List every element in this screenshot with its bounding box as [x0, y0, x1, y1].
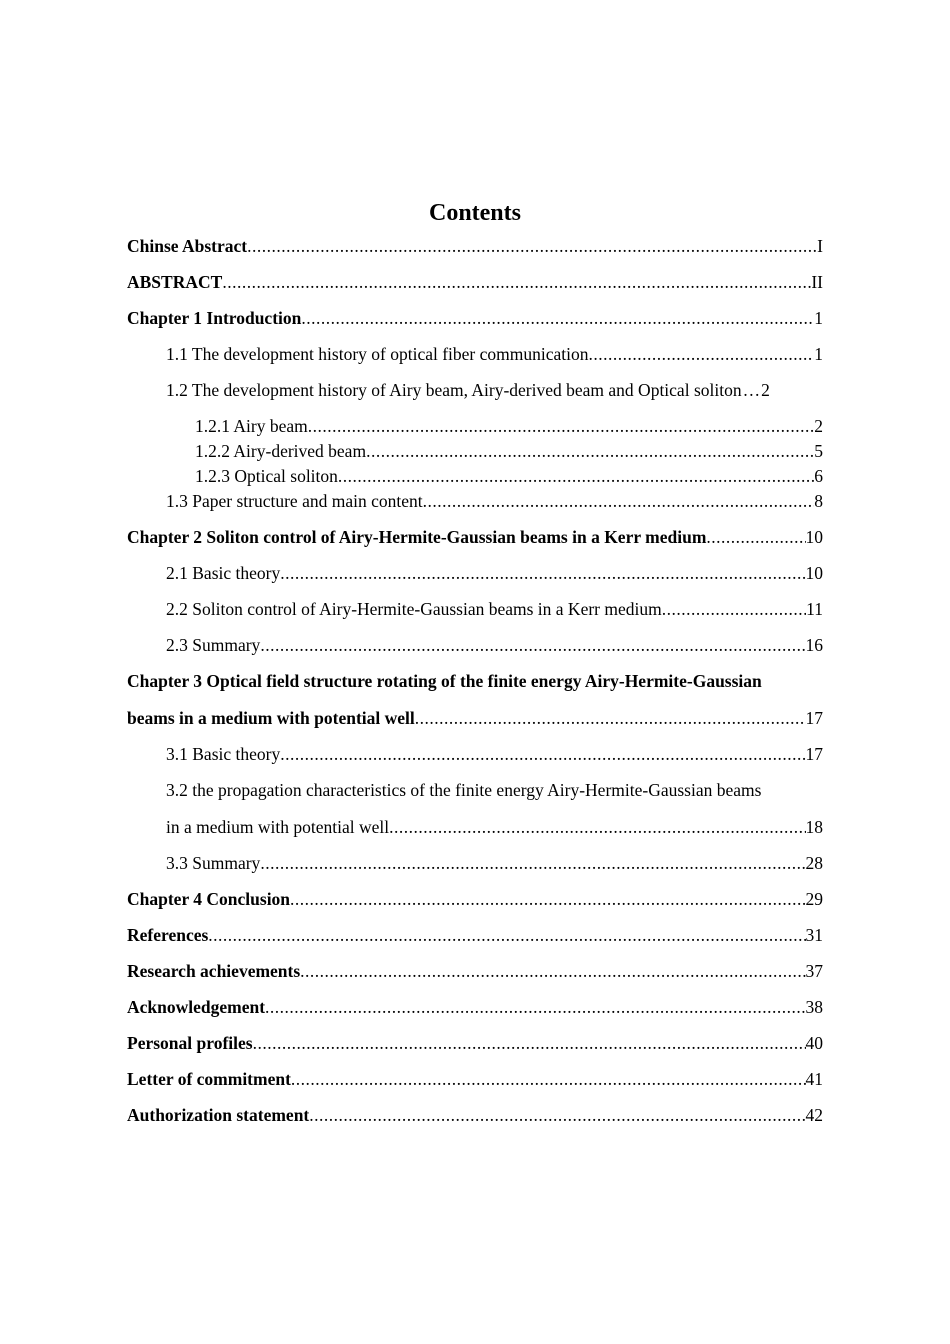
toc-entry-text: 1.2.2 Airy-derived beam: [195, 441, 367, 461]
toc-entry-text: Authorization statement: [127, 1105, 310, 1125]
toc-entry-text: 1.2.1 Airy beam: [195, 416, 308, 436]
toc-entry-1-1[interactable]: [127, 344, 823, 380]
toc-page-number: 18: [805, 817, 823, 837]
toc-page-number: 2: [761, 380, 770, 400]
toc-page-number: 29: [805, 889, 823, 909]
dot-leader: [253, 1033, 806, 1054]
toc-entry-chapter-4[interactable]: [127, 889, 823, 925]
toc-entry-text: 2.1 Basic theory: [166, 563, 281, 583]
dot-leader: [222, 272, 811, 293]
toc-entry-2-3[interactable]: [127, 635, 823, 671]
dot-leader: [415, 708, 806, 729]
toc-entry-text: 2.2 Soliton control of Airy-Hermite-Gaussian beams in a Kerr medium: [166, 599, 662, 619]
dot-leader: [291, 1069, 806, 1090]
toc-entry-chapter-2[interactable]: [127, 527, 823, 563]
dot-leader: [260, 853, 805, 874]
toc-entry-text: 2.3 Summary: [166, 635, 261, 655]
dot-leader: [260, 635, 805, 656]
toc-entry-text-line1: 3.2 the propagation characteristics of the finite energy Airy-Hermite-Gaussian beams: [166, 780, 762, 800]
toc-entry-text: 3.3 Summary: [166, 853, 261, 873]
toc-entry-text: Chinse Abstract: [127, 236, 248, 256]
toc-page-number: 42: [805, 1105, 823, 1125]
dot-leader: [338, 466, 814, 487]
page-title: Contents: [428, 200, 521, 226]
toc-page-number: 16: [805, 635, 823, 655]
dot-leader: [208, 925, 805, 946]
dot-leader: [290, 889, 805, 910]
toc-entry-text: Acknowledgement: [127, 997, 266, 1017]
toc-entry-1-3[interactable]: [127, 491, 823, 527]
toc-entry-text: 1.3 Paper structure and main content: [166, 491, 423, 511]
toc-entry-research-achievements[interactable]: [127, 961, 823, 997]
toc-page-number: 17: [805, 744, 823, 764]
toc-entry-3-3[interactable]: [127, 853, 823, 889]
toc-entry-text: ABSTRACT: [127, 272, 223, 292]
toc-entry-text: Personal profiles: [127, 1033, 253, 1053]
dot-leader: [247, 236, 817, 257]
toc-entry-abstract[interactable]: [127, 272, 823, 308]
dot-leader: [589, 344, 815, 365]
dot-leader: [366, 441, 814, 462]
dot-leader: [309, 1105, 805, 1126]
toc-entry-text: References: [127, 925, 209, 945]
toc-entry-text: 1.1 The development history of optical fiber communication: [166, 344, 589, 364]
dot-leader: [742, 380, 762, 401]
toc-entry-acknowledgement[interactable]: [127, 997, 823, 1033]
toc-entry-chapter-1[interactable]: [127, 308, 823, 344]
toc-page-number: 37: [805, 961, 823, 981]
toc-entry-text: Chapter 2 Soliton control of Airy-Hermite-Gaussian beams in a Kerr medium: [127, 527, 707, 547]
toc-entry-2-1[interactable]: [127, 563, 823, 599]
toc-entry-text: Research achievements: [127, 961, 301, 981]
toc-entry-text-line2: beams in a medium with potential well: [127, 708, 415, 728]
toc-entry-text-line2: in a medium with potential well: [166, 817, 390, 837]
dot-leader: [301, 308, 814, 329]
toc-page-number: 11: [806, 599, 823, 619]
toc-page-number: 40: [805, 1033, 823, 1053]
dot-leader: [662, 599, 806, 620]
dot-leader: [389, 817, 805, 838]
toc-page-number: 17: [805, 708, 823, 728]
toc-entry-line2: [127, 708, 823, 744]
toc-entry-text: 1.2.3 Optical soliton: [195, 466, 338, 486]
toc-entry-references[interactable]: [127, 925, 823, 961]
toc-page-number: 10: [805, 563, 823, 583]
toc-page-number: 41: [805, 1069, 823, 1089]
toc-page-number: 8: [814, 491, 823, 511]
dot-leader: [280, 563, 805, 584]
toc-page-number: 1: [814, 344, 823, 364]
toc-page-number: 5: [814, 441, 823, 461]
toc-entry-1-2-2[interactable]: [127, 441, 823, 466]
toc-entry-chinese-abstract[interactable]: [127, 236, 823, 272]
dot-leader: [308, 416, 814, 437]
dot-leader: [300, 961, 805, 982]
toc-page-number: 2: [814, 416, 823, 436]
toc-entry-letter-of-commitment[interactable]: [127, 1069, 823, 1105]
toc-page-number: 1: [814, 308, 823, 328]
toc-entry-personal-profiles[interactable]: [127, 1033, 823, 1069]
toc-entry-1-2-1[interactable]: [127, 416, 823, 441]
toc-page-number: I: [817, 236, 823, 256]
toc-entry-text: Letter of commitment: [127, 1069, 291, 1089]
toc-page-number: 31: [805, 925, 823, 945]
toc-entry-2-2[interactable]: [127, 599, 823, 635]
toc-entry-authorization-statement[interactable]: [127, 1105, 823, 1141]
toc-page-number: II: [811, 272, 823, 292]
toc-page-number: 10: [805, 527, 823, 547]
toc-page-number: 28: [805, 853, 823, 873]
toc-page-number: 6: [814, 466, 823, 486]
toc-entry-text: Chapter 4 Conclusion: [127, 889, 291, 909]
toc-entry-text: 1.2 The development history of Airy beam, Airy-derived beam and Optical soliton: [166, 380, 742, 400]
toc-entry-line2: [166, 817, 823, 853]
toc-entry-chapter-3[interactable]: [127, 671, 823, 744]
toc-entry-3-2[interactable]: [127, 780, 823, 853]
toc-entry-text: Chapter 1 Introduction: [127, 308, 302, 328]
toc-entry-3-1[interactable]: [127, 744, 823, 780]
toc-entry-1-2-3[interactable]: [127, 466, 823, 491]
table-of-contents: [127, 236, 823, 1141]
dot-leader: [706, 527, 805, 548]
toc-entry-1-2[interactable]: [127, 380, 823, 416]
toc-page-number: 38: [805, 997, 823, 1017]
toc-entry-text-line1: Chapter 3 Optical field structure rotating of the finite energy Airy-Hermite-Gaussian: [127, 671, 762, 691]
dot-leader: [280, 744, 805, 765]
dot-leader: [423, 491, 815, 512]
dot-leader: [265, 997, 805, 1018]
toc-entry-text: 3.1 Basic theory: [166, 744, 281, 764]
